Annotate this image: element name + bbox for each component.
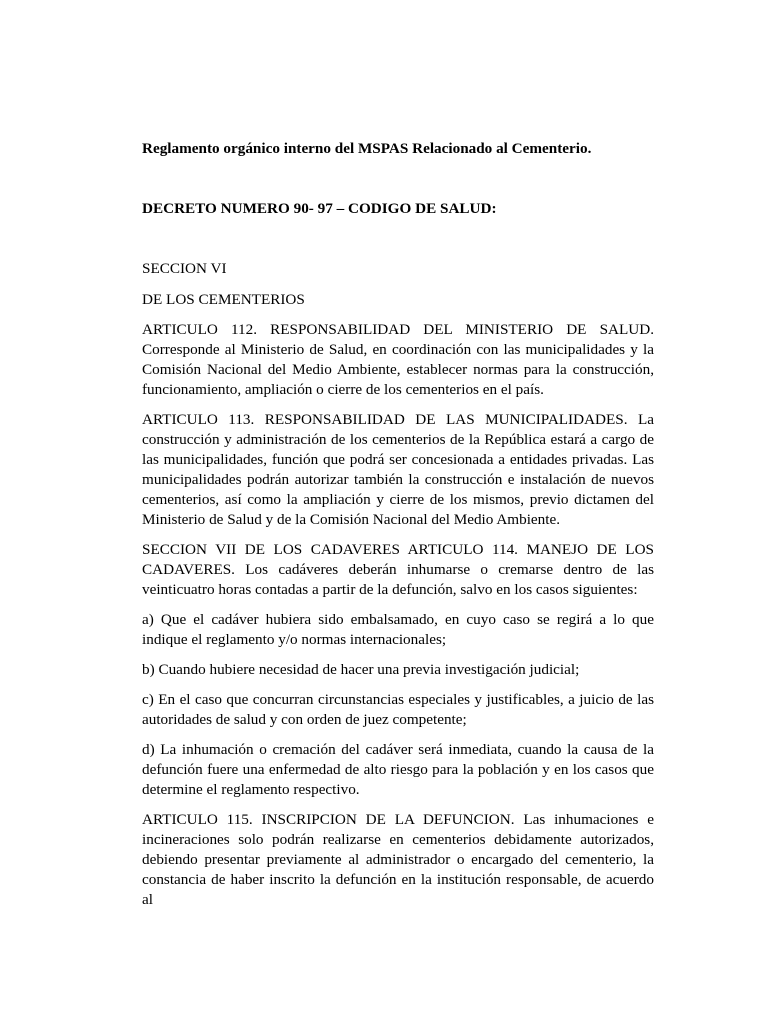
document-title: Reglamento orgánico interno del MSPAS Relacionado al Cementerio.	[142, 140, 592, 157]
list-item-a: a) Que el cadáver hubiera sido embalsamado, en cuyo caso se regirá a lo que indique el reglamento y/o normas internacionales;	[142, 611, 654, 648]
article-113-paragraph: ARTICULO 113. RESPONSABILIDAD DE LAS MUNICIPALIDADES. La construcción y administración de los cementerios de la República estará a cargo de las municipalidades, función que podrá ser concesionada a entidades privadas. Las municipalidades podrán autorizar también la construcción e instalación de nuevos cementerios, así como la ampliación y cierre de los mismos, previo dictamen del Ministerio de Salud y de la Comisión Nacional del Medio Ambiente.	[142, 411, 654, 528]
section-heading: SECCION VI	[142, 260, 227, 277]
list-item-c: c) En el caso que concurran circunstancias especiales y justificables, a juicio de las autoridades de salud y con orden de juez competente;	[142, 691, 654, 728]
list-item-d: d) La inhumación o cremación del cadáver será inmediata, cuando la causa de la defunción fuere una enfermedad de alto riesgo para la población y en los casos que determine el reglamento respectivo.	[142, 741, 654, 798]
section-subheading: DE LOS CEMENTERIOS	[142, 291, 305, 308]
document-body	[142, 139, 654, 910]
article-112-paragraph: ARTICULO 112. RESPONSABILIDAD DEL MINISTERIO DE SALUD. Corresponde al Ministerio de Salud, en coordinación con las municipalidades y la Comisión Nacional del Medio Ambiente, establecer normas para la construcción, funcionamiento, ampliación o cierre de los cementerios en el país.	[142, 321, 654, 398]
article-115-paragraph: ARTICULO 115. INSCRIPCION DE LA DEFUNCION. Las inhumaciones e incineraciones solo podrán realizarse en cementerios debidamente autorizados, debiendo presentar previamente al administrador o encargado del cementerio, la constancia de haber inscrito la defunción en la institución responsable, de acuerdo al	[142, 811, 654, 908]
list-item-b: b) Cuando hubiere necesidad de hacer una previa investigación judicial;	[142, 661, 580, 678]
article-114-paragraph: SECCION VII DE LOS CADAVERES ARTICULO 114. MANEJO DE LOS CADAVERES. Los cadáveres deberán inhumarse o cremarse dentro de las veinticuatro horas contadas a partir de la defunción, salvo en los casos siguientes:	[142, 541, 654, 598]
decree-heading: DECRETO NUMERO 90- 97 – CODIGO DE SALUD:	[142, 200, 497, 217]
